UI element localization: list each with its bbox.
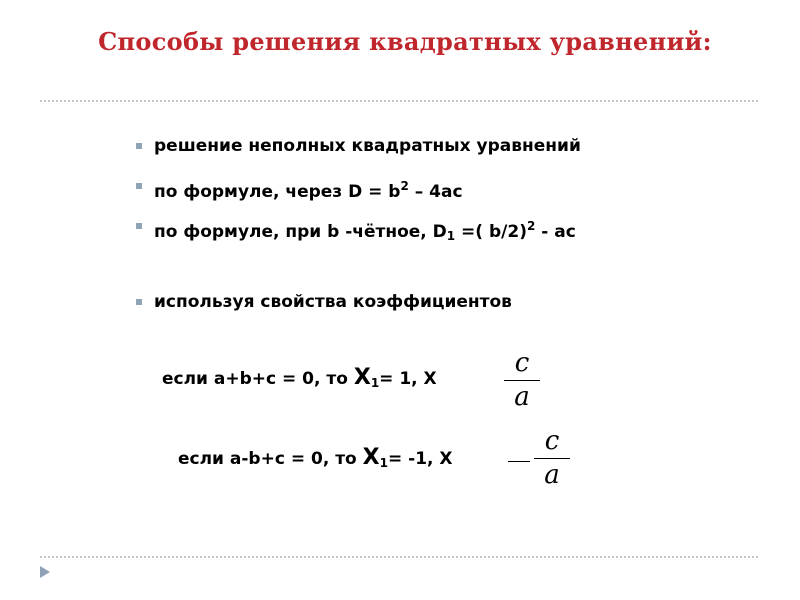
formula-part: если a-b+c = 0, то	[178, 449, 363, 469]
bullet-icon	[136, 143, 142, 149]
subscript: 1	[370, 376, 380, 390]
bullet-icon	[136, 223, 142, 229]
formula-part: по формуле, при b -чётное, D	[154, 222, 447, 242]
fraction-denominator: a	[544, 460, 560, 490]
root-x: X	[362, 445, 380, 470]
formula-part: = 1, X	[379, 369, 437, 389]
bullet-text	[154, 174, 463, 204]
root-x: X	[353, 365, 371, 390]
bullet-text: используя свойства коэффициентов	[154, 292, 512, 312]
formula-part: – 4ac	[408, 182, 463, 202]
bullet-icon	[136, 183, 142, 189]
formula-alt-sum-zero	[178, 446, 453, 475]
next-slide-arrow-icon[interactable]	[40, 566, 50, 578]
bullet-text: решение неполных квадратных уравнений	[154, 136, 581, 156]
bottom-divider	[40, 556, 758, 558]
fraction-bar	[504, 380, 540, 381]
formula-part: по формуле, через D = b	[154, 182, 401, 202]
formula-part: - ac	[535, 222, 576, 242]
exponent: 2	[526, 219, 536, 233]
minus-sign	[508, 461, 530, 462]
subscript: 1	[446, 229, 456, 243]
exponent: 2	[400, 179, 409, 193]
fraction-bar	[534, 458, 570, 459]
formula-sum-zero	[162, 366, 437, 395]
slide-title: Способы решения квадратных уравнений:	[98, 27, 712, 56]
fraction-numerator: c	[514, 348, 530, 378]
formula-part: если a+b+c = 0, то	[162, 369, 354, 389]
bullet-icon	[136, 299, 142, 305]
fraction-numerator: c	[544, 426, 560, 456]
formula-part: = -1, X	[387, 449, 453, 469]
bullet-text	[154, 214, 576, 248]
subscript: 1	[379, 456, 388, 470]
top-divider	[40, 100, 758, 102]
formula-part: =( b/2)	[455, 222, 527, 242]
fraction-denominator: a	[514, 382, 530, 412]
